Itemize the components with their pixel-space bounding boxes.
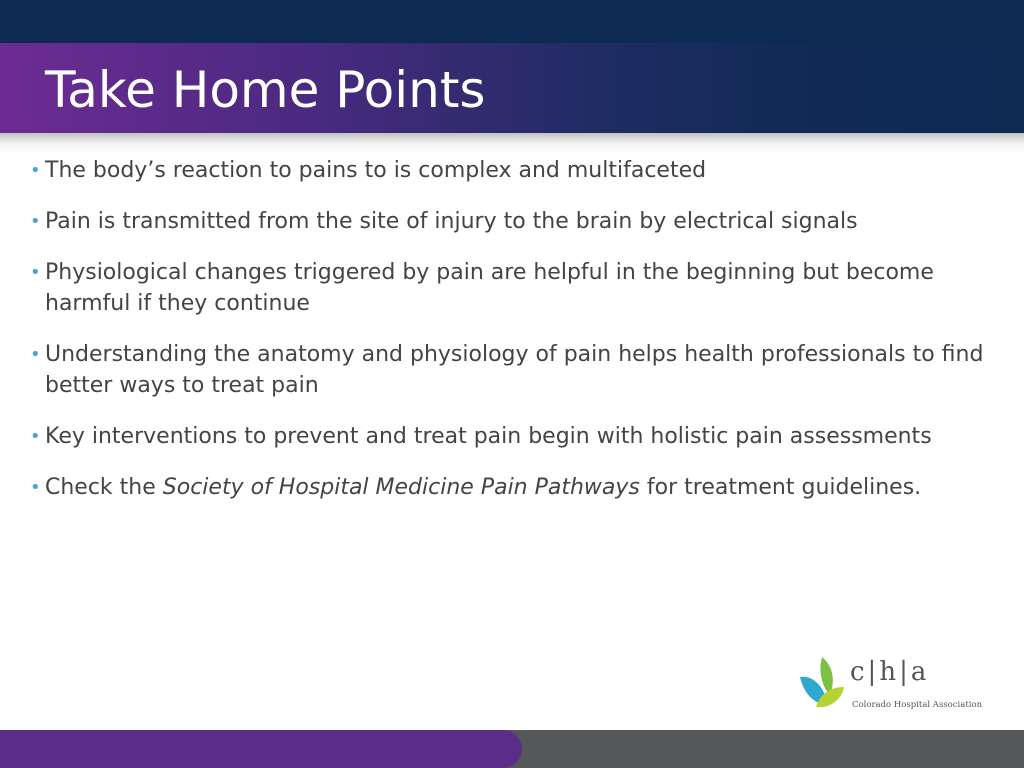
slide-title: Take Home Points: [45, 61, 486, 119]
bullet-dot-icon: •: [30, 262, 41, 283]
bullet-dot-icon: •: [30, 344, 41, 365]
bullet-dot-icon: •: [30, 477, 41, 498]
header-top-band: [0, 0, 1024, 43]
bullet-text-prefix: Check the: [45, 475, 163, 500]
bullet-list: [30, 155, 990, 523]
cha-logo: [798, 655, 983, 715]
bullet-text-suffix: for treatment guidelines.: [639, 475, 922, 500]
bullet-item: [30, 421, 990, 452]
bullet-dot-icon: •: [30, 211, 41, 232]
bullet-text: Physiological changes triggered by pain are helpful in the beginning but become harmful if they continue: [45, 260, 934, 316]
logo-mark-text: c|h|a: [850, 657, 930, 687]
pain-pathways-reference: Society of Hospital Medicine Pain Pathways: [162, 475, 640, 500]
bullet-item: [30, 339, 990, 401]
bullet-dot-icon: •: [30, 160, 41, 181]
leaf-logo-icon: [798, 655, 846, 713]
bullet-dot-icon: •: [30, 426, 41, 447]
title-band-shadow: [0, 133, 1024, 155]
bullet-item: [30, 155, 990, 186]
bullet-text: Key interventions to prevent and treat pain begin with holistic pain assessments: [45, 424, 932, 449]
bullet-text: Understanding the anatomy and physiology of pain helps health professionals to find better ways to treat pain: [45, 342, 984, 398]
bullet-item: [30, 472, 990, 503]
bullet-text: The body’s reaction to pains to is complex and multifaceted: [45, 158, 707, 183]
footer-purple-bar: [0, 730, 522, 768]
bullet-item: [30, 257, 990, 319]
logo-organization-name: Colorado Hospital Association: [852, 700, 983, 710]
bullet-text: Pain is transmitted from the site of injury to the brain by electrical signals: [45, 209, 858, 234]
bullet-item: [30, 206, 990, 237]
